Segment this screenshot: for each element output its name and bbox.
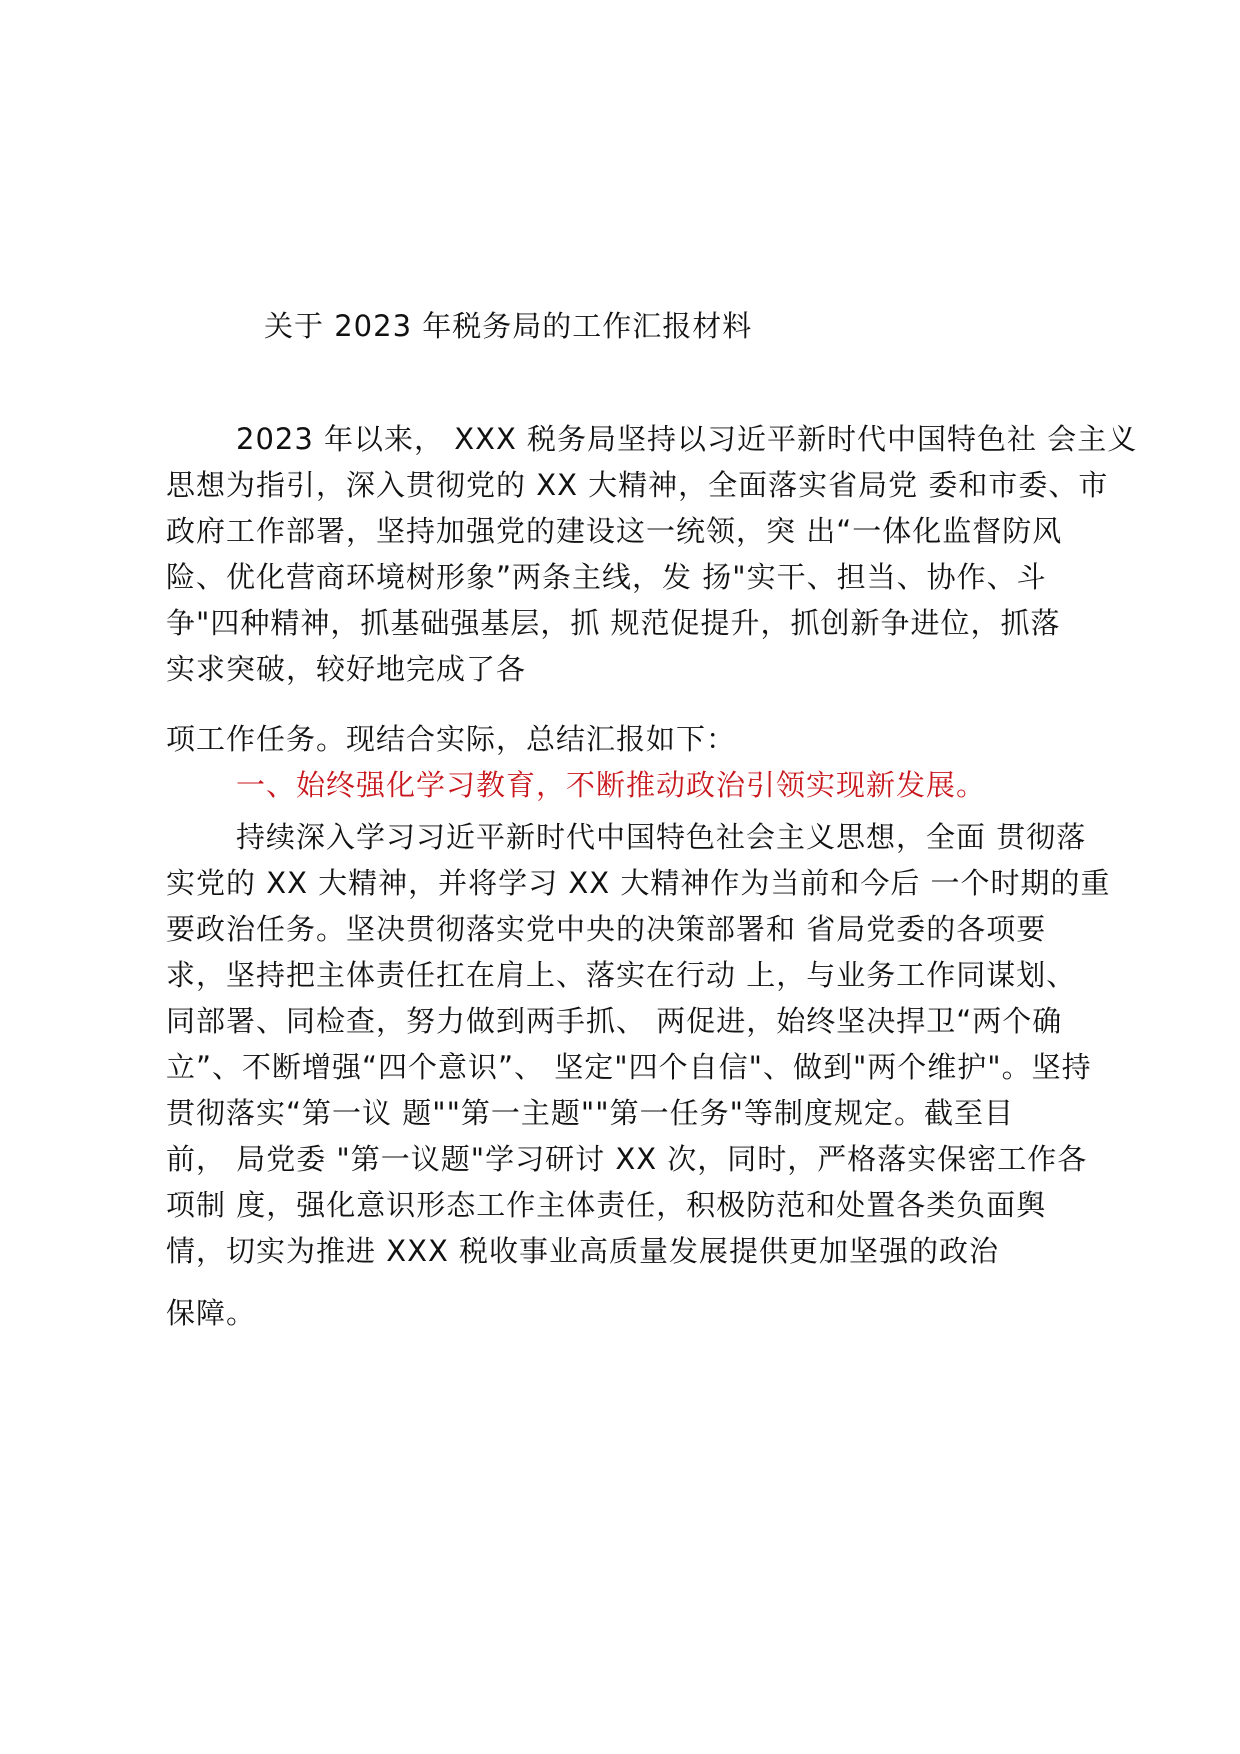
paragraph-line: 险、优化营商环境树形象”两条主线，发 扬"实干、担当、协作、斗 — [166, 560, 1047, 594]
summary-paragraph — [166, 716, 1096, 762]
paragraph-line: 项制 度，强化意识形态工作主体责任，积极防范和处置各类负面舆 — [166, 1188, 1047, 1222]
intro-paragraph — [166, 416, 1138, 692]
paragraph-line: 要政治任务。坚决贯彻落实党中央的决策部署和 省局党委的各项要 — [166, 912, 1047, 946]
paragraph-line: 贯彻落实“第一议 题""第一主题""第一任务"等制度规定。截至目 — [166, 1096, 1014, 1130]
paragraph-line: 情，切实为推进 XXX 税收事业高质量发展提供更加坚强的政治 — [166, 1234, 1000, 1268]
paragraph-line: 同部署、同检查，努力做到两手抓、 两促进，始终坚决捍卫“两个确 — [166, 1004, 1063, 1038]
paragraph-line: 实党的 XX 大精神，并将学习 XX 大精神作为当前和今后 一个时期的重 — [166, 866, 1111, 900]
paragraph-line: 立”、不断增强“四个意识”、 坚定"四个自信"、做到"两个维护"。坚持 — [166, 1050, 1092, 1084]
document-title: 关于 2023 年税务局的工作汇报材料 — [264, 309, 753, 343]
paragraph-line: 持续深入学习习近平新时代中国特色社会主义思想，全面 贯彻落 — [236, 820, 1087, 854]
paragraph-line: 求，坚持把主体责任扛在肩上、落实在行动 上，与业务工作同谋划、 — [166, 958, 1077, 992]
section-heading — [166, 762, 1096, 808]
paragraph-line: 保障。 — [166, 1296, 257, 1330]
section-body-paragraph — [166, 814, 1111, 1274]
section-heading-text: 一、始终强化学习教育，不断推动政治引领实现新发展。 — [236, 768, 987, 802]
paragraph-line: 2023 年以来， XXX 税务局坚持以习近平新时代中国特色社 会主义 — [236, 422, 1138, 456]
paragraph-line: 项工作任务。现结合实际，总结汇报如下： — [166, 722, 737, 756]
paragraph-line: 政府工作部署，坚持加强党的建设这一统领，突 出“一体化监督防风 — [166, 514, 1063, 548]
paragraph-line: 思想为指引，深入贯彻党的 XX 大精神，全面落实省局党 委和市委、市 — [166, 468, 1109, 502]
paragraph-line: 前， 局党委 "第一议题"学习研讨 XX 次，同时，严格落实保密工作各 — [166, 1142, 1088, 1176]
closing-paragraph — [166, 1290, 1096, 1336]
paragraph-line: 实求突破，较好地完成了各 — [166, 652, 527, 686]
paragraph-line: 争"四种精神，抓基础强基层，抓 规范促提升，抓创新争进位，抓落 — [166, 606, 1061, 640]
